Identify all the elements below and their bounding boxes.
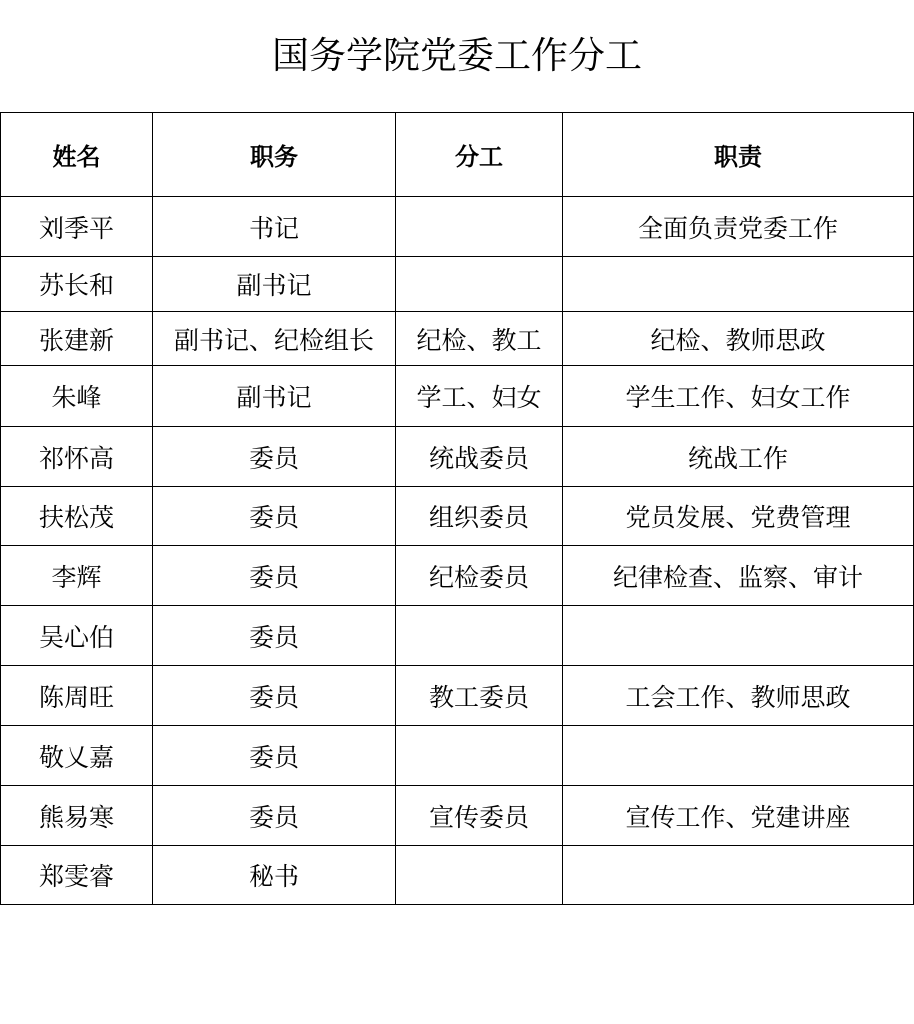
cell-division: 纪检委员 <box>396 546 563 606</box>
cell-post: 委员 <box>153 606 396 666</box>
cell-division: 教工委员 <box>396 666 563 726</box>
table-row <box>1 726 914 786</box>
cell-responsibility: 纪律检查、监察、审计 <box>563 546 914 606</box>
cell-division <box>396 846 563 905</box>
cell-name: 吴心伯 <box>1 606 153 666</box>
cell-name: 苏长和 <box>1 257 153 312</box>
cell-name: 刘季平 <box>1 197 153 257</box>
cell-name: 祁怀高 <box>1 427 153 487</box>
cell-post: 副书记 <box>153 366 396 427</box>
document-title: 国务学院党委工作分工 <box>272 33 642 77</box>
cell-responsibility <box>563 606 914 666</box>
cell-responsibility <box>563 846 914 905</box>
cell-post: 委员 <box>153 666 396 726</box>
cell-responsibility: 党员发展、党费管理 <box>563 487 914 546</box>
duty-table <box>0 112 914 905</box>
cell-name: 敬乂嘉 <box>1 726 153 786</box>
cell-post: 委员 <box>153 786 396 846</box>
table-row <box>1 366 914 427</box>
cell-name: 郑雯睿 <box>1 846 153 905</box>
cell-responsibility <box>563 726 914 786</box>
cell-name: 扶松茂 <box>1 487 153 546</box>
cell-division <box>396 606 563 666</box>
table-row <box>1 546 914 606</box>
table-row <box>1 846 914 905</box>
header-responsibility: 职责 <box>563 113 914 197</box>
table-row <box>1 606 914 666</box>
table-row <box>1 666 914 726</box>
cell-responsibility: 纪检、教师思政 <box>563 312 914 366</box>
header-division: 分工 <box>396 113 563 197</box>
table-row <box>1 257 914 312</box>
cell-responsibility <box>563 257 914 312</box>
cell-post: 委员 <box>153 726 396 786</box>
cell-name: 朱峰 <box>1 366 153 427</box>
cell-responsibility: 工会工作、教师思政 <box>563 666 914 726</box>
cell-name: 陈周旺 <box>1 666 153 726</box>
cell-post: 秘书 <box>153 846 396 905</box>
cell-division: 学工、妇女 <box>396 366 563 427</box>
cell-division <box>396 726 563 786</box>
cell-responsibility: 宣传工作、党建讲座 <box>563 786 914 846</box>
table-row <box>1 786 914 846</box>
cell-division: 宣传委员 <box>396 786 563 846</box>
cell-post: 委员 <box>153 546 396 606</box>
cell-division: 统战委员 <box>396 427 563 487</box>
cell-post: 副书记 <box>153 257 396 312</box>
header-name: 姓名 <box>1 113 153 197</box>
table-row <box>1 197 914 257</box>
cell-post: 委员 <box>153 427 396 487</box>
table-header-row <box>1 113 914 197</box>
cell-responsibility: 学生工作、妇女工作 <box>563 366 914 427</box>
header-post: 职务 <box>153 113 396 197</box>
cell-name: 熊易寒 <box>1 786 153 846</box>
table-row <box>1 312 914 366</box>
cell-division <box>396 197 563 257</box>
cell-responsibility: 统战工作 <box>563 427 914 487</box>
cell-division <box>396 257 563 312</box>
cell-division: 组织委员 <box>396 487 563 546</box>
table-row <box>1 427 914 487</box>
cell-post: 委员 <box>153 487 396 546</box>
cell-post: 副书记、纪检组长 <box>153 312 396 366</box>
cell-name: 李辉 <box>1 546 153 606</box>
table-row <box>1 487 914 546</box>
cell-name: 张建新 <box>1 312 153 366</box>
cell-post: 书记 <box>153 197 396 257</box>
cell-responsibility: 全面负责党委工作 <box>563 197 914 257</box>
cell-division: 纪检、教工 <box>396 312 563 366</box>
